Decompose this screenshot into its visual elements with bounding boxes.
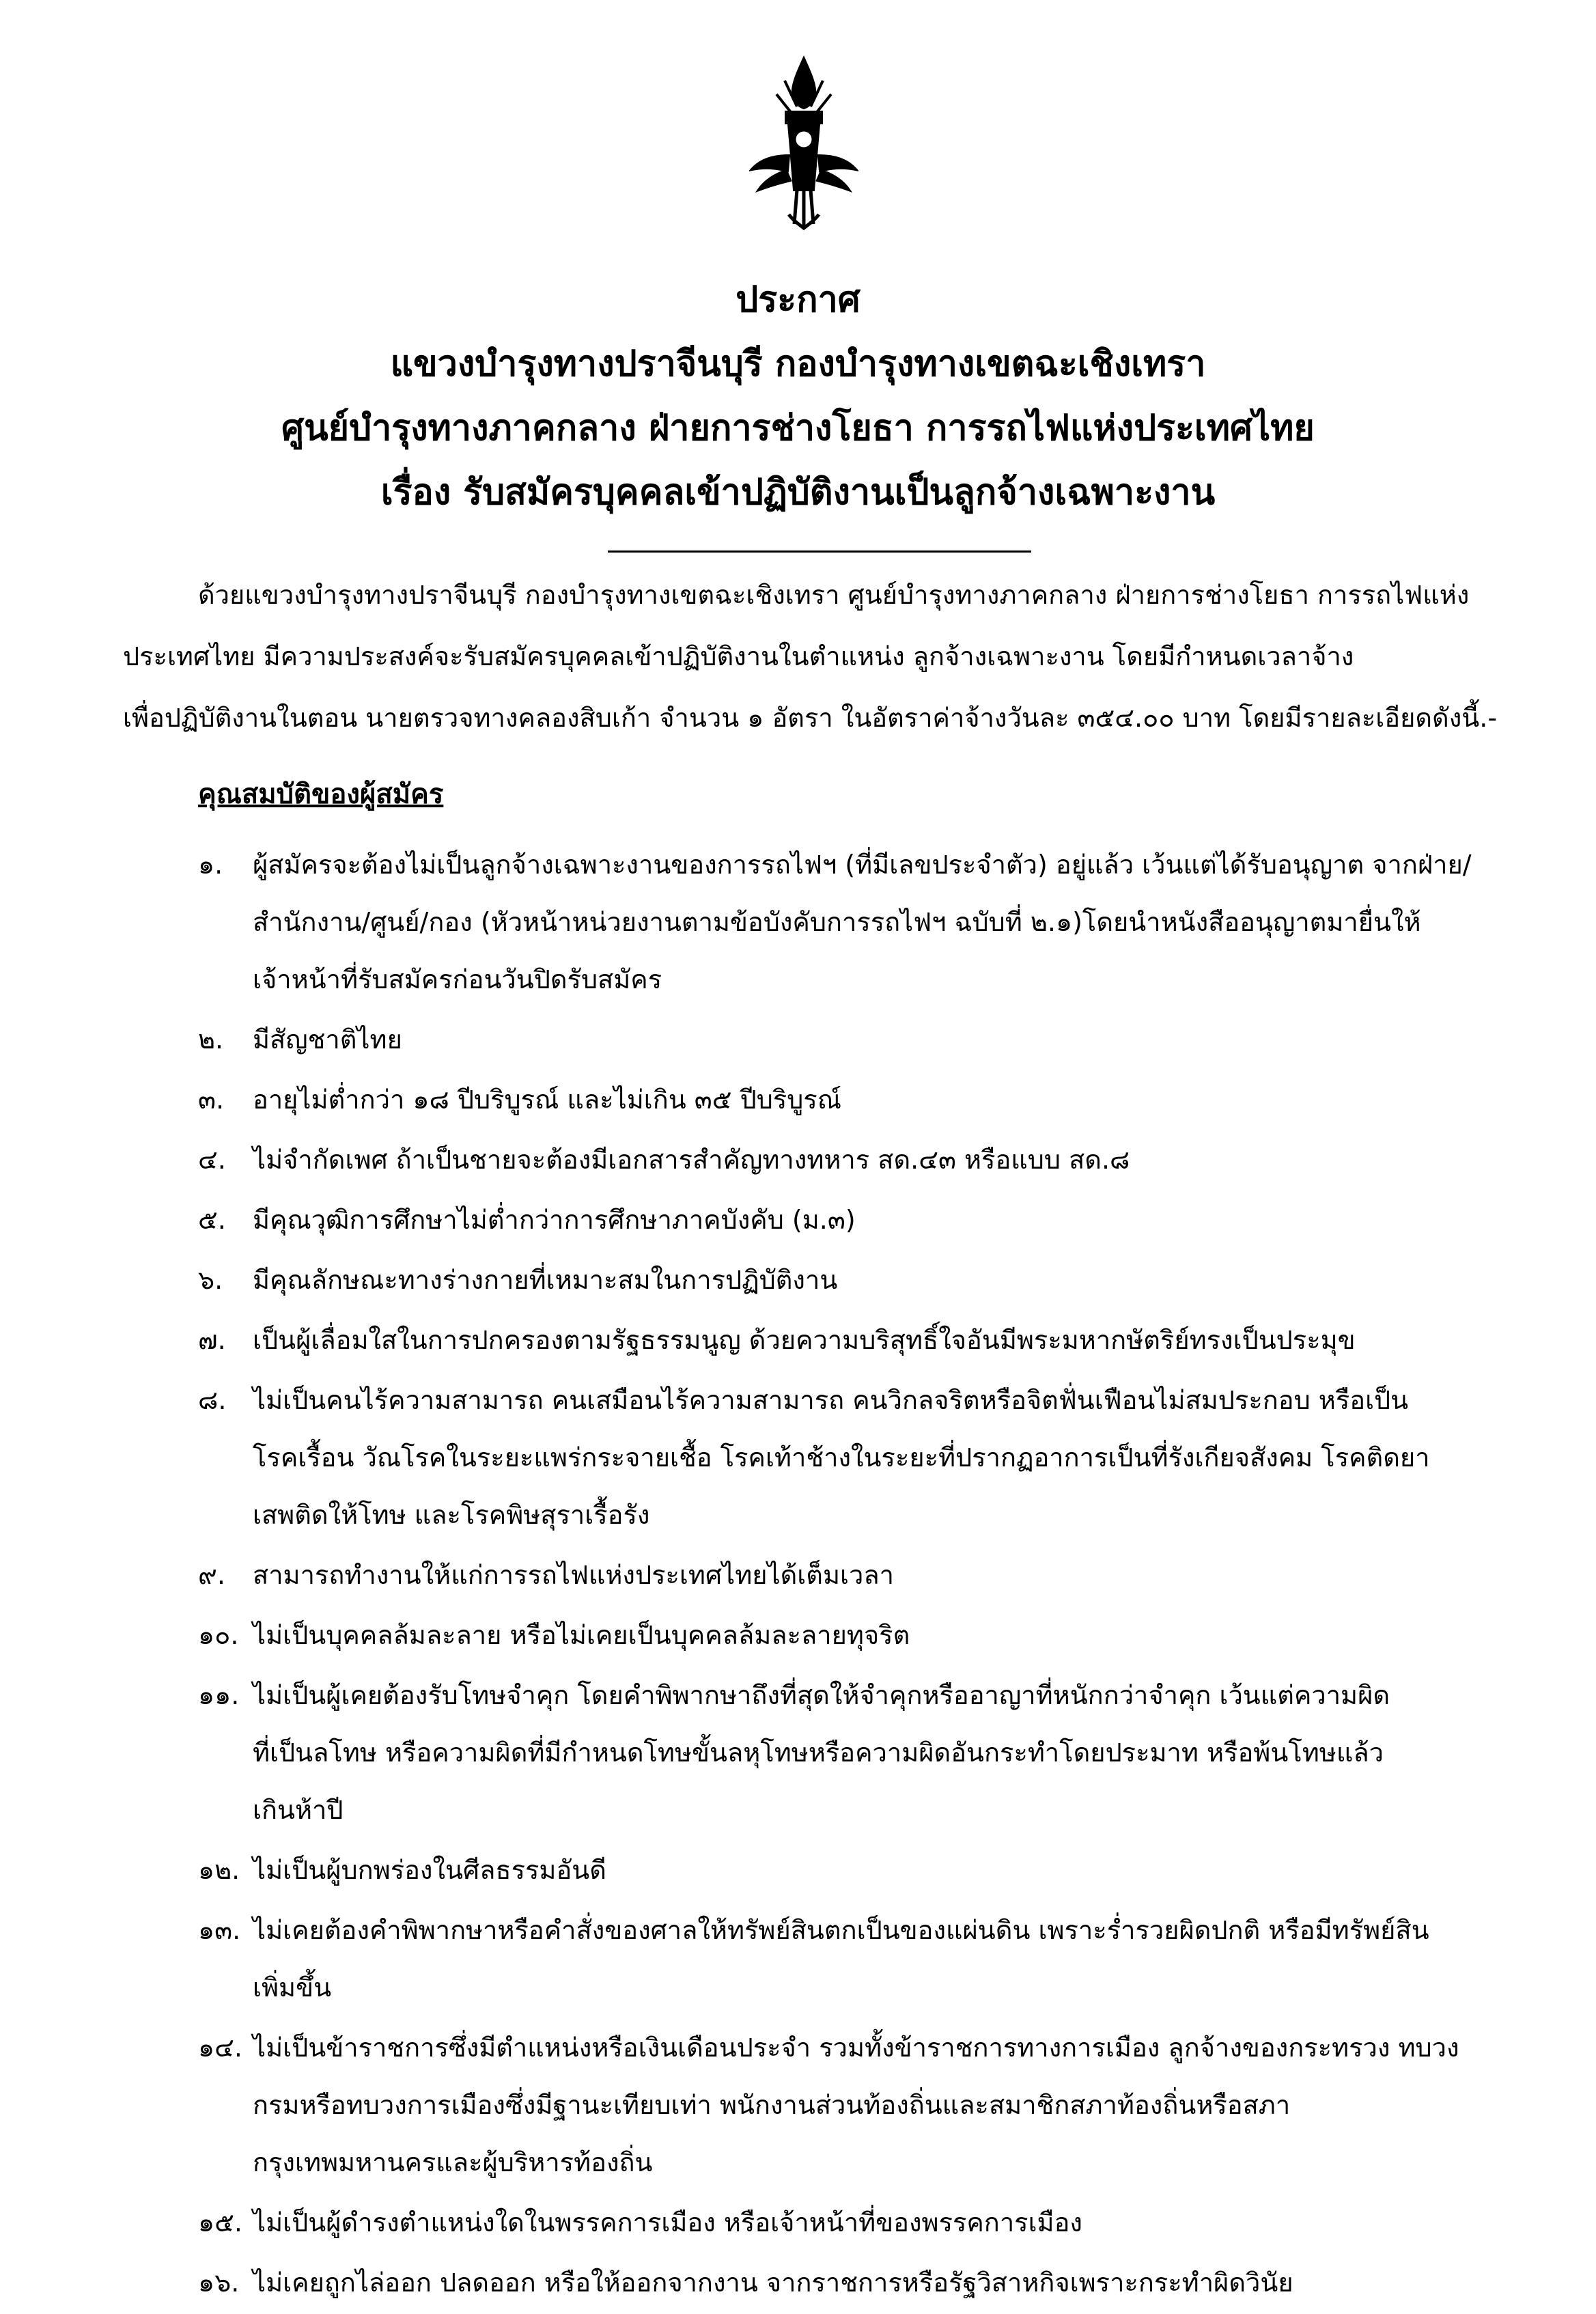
qualification-number: ๑๑.: [198, 1680, 240, 1710]
qualification-number: ๑.: [198, 850, 223, 880]
qualifications-heading: คุณสมบัติของผู้สมัคร: [198, 779, 444, 810]
qualification-item: [198, 1841, 1516, 1899]
qualification-text-line: เจ้าหน้าที่รับสมัครก่อนวันปิดรับสมัคร: [253, 964, 662, 994]
qualification-number: ๒.: [198, 1024, 224, 1055]
qualification-text-line: เป็นผู้เลื่อมใสในการปกครองตามรัฐธรรมนูญ ด้วยความบริสุทธิ์ใจอันมีพระมหากษัตริย์ทรงเป็นประมุข: [253, 1325, 1356, 1355]
qualification-item: [198, 1901, 1516, 2016]
qualification-text-line: ไม่เป็นผู้เคยต้องรับโทษจำคุก โดยคำพิพากษาถึงที่สุดให้จำคุกหรืออาญาที่หนักกว่าจำคุก เว้นแต่ความผิด: [253, 1680, 1390, 1710]
qualification-item: [198, 2254, 1516, 2311]
qualification-number: ๑๕.: [198, 2207, 242, 2238]
qualification-text-line: โรคเรื้อน วัณโรคในระยะแพร่กระจายเชื้อ โรคเท้าช้างในระยะที่ปรากฏอาการเป็นที่รังเกียจสังคม โรคติดยา: [253, 1442, 1430, 1473]
qualification-item: [198, 1371, 1516, 1544]
qualification-item: [198, 2194, 1516, 2251]
qualification-number: ๖.: [198, 1265, 223, 1295]
qualification-item: [198, 1251, 1516, 1309]
qualification-text-line: ผู้สมัครจะต้องไม่เป็นลูกจ้างเฉพาะงานของการรถไฟฯ (ที่มีเลขประจำตัว) อยู่แล้ว เว้นแต่ได้รับอนุญาต จากฝ่าย/: [253, 850, 1472, 880]
qualification-number: ๘.: [198, 1385, 227, 1415]
subject-line: เรื่อง รับสมัครบุคคลเข้าปฏิบัติงานเป็นลูกจ้างเฉพาะงาน: [380, 472, 1216, 513]
qualification-number: ๔.: [198, 1145, 226, 1175]
qualification-item: [198, 2019, 1516, 2191]
qualification-text-line: เกินห้าปี: [253, 1795, 344, 1825]
qualification-number: ๑๓.: [198, 1915, 241, 1945]
railway-emblem-icon: [749, 53, 858, 238]
qualification-number: ๑๒.: [198, 1855, 240, 1885]
qualification-text-line: ไม่เป็นคนไร้ความสามารถ คนเสมือนไร้ความสามารถ คนวิกลจริตหรือจิตฟั่นเฟือนไม่สมประกอบ หรือเป็น: [253, 1385, 1409, 1415]
qualification-number: ๑๔.: [198, 2033, 242, 2063]
qualification-item: [198, 1606, 1516, 1664]
qualification-number: ๓.: [198, 1085, 225, 1115]
qualification-text-line: ไม่เคยถูกไล่ออก ปลดออก หรือให้ออกจากงาน จากราชการหรือรัฐวิสาหกิจเพราะกระทำผิดวินัย: [253, 2268, 1293, 2298]
qualification-text-line: ไม่จำกัดเพศ ถ้าเป็นชายจะต้องมีเอกสารสำคัญทางทหาร สด.๔๓ หรือแบบ สด.๘: [253, 1145, 1130, 1175]
intro-line-3: เพื่อปฏิบัติงานในตอน นายตรวจทางคลองสิบเก้า จำนวน ๑ อัตรา ในอัตราค่าจ้างวันละ ๓๕๔.๐๐ บาท โดยมีรายละเอียดดังนี้.-: [123, 703, 1498, 733]
intro-line-1: ด้วยแขวงบำรุงทางปราจีนบุรี กองบำรุงทางเขตฉะเชิงเทรา ศูนย์บำรุงทางภาคกลาง ฝ่ายการช่างโยธา การรถไฟแห่ง: [198, 580, 1470, 610]
qualification-item: [198, 1011, 1516, 1068]
qualification-number: ๗.: [198, 1325, 226, 1355]
organization-line-1: แขวงบำรุงทางปราจีนบุรี กองบำรุงทางเขตฉะเชิงเทรา: [390, 344, 1206, 385]
intro-line-2: ประเทศไทย มีความประสงค์จะรับสมัครบุคคลเข้าปฏิบัติงานในตำแหน่ง ลูกจ้างเฉพาะงาน โดยมีกำหนดเวลาจ้าง: [123, 641, 1354, 671]
title-block: [0, 268, 1596, 525]
document-title: ประกาศ: [736, 279, 860, 320]
qualification-number: ๕.: [198, 1205, 226, 1235]
qualification-number: ๙.: [198, 1560, 225, 1590]
qualification-number: ๑๖.: [198, 2268, 240, 2298]
qualification-item: [198, 1191, 1516, 1249]
qualification-text-line: อายุไม่ต่ำกว่า ๑๘ ปีบริบูรณ์ และไม่เกิน ๓๕ ปีบริบูรณ์: [253, 1085, 842, 1115]
qualification-text-line: ไม่เป็นบุคคลล้มละลาย หรือไม่เคยเป็นบุคคลล้มละลายทุจริต: [253, 1620, 910, 1650]
qualification-text-line: ไม่เคยต้องคำพิพากษาหรือคำสั่งของศาลให้ทรัพย์สินตกเป็นของแผ่นดิน เพราะร่ำรวยผิดปกติ หรือมีทรัพย์สิน: [253, 1915, 1429, 1945]
qualification-item: [198, 836, 1516, 1008]
qualification-text-line: กรมหรือทบวงการเมืองซึ่งมีฐานะเทียบเท่า พนักงานส่วนท้องถิ่นและสมาชิกสภาท้องถิ่นหรือสภา: [253, 2090, 1291, 2120]
qualification-item: [198, 1071, 1516, 1128]
qualification-item: [198, 1667, 1516, 1839]
title-divider: [608, 550, 1031, 553]
qualification-text-line: มีสัญชาติไทย: [253, 1024, 402, 1055]
qualification-text-line: ไม่เป็นผู้ดำรงตำแหน่งใดในพรรคการเมือง หรือเจ้าหน้าที่ของพรรคการเมือง: [253, 2207, 1082, 2238]
qualifications-list: [198, 836, 1516, 2314]
qualification-item: [198, 1131, 1516, 1188]
qualification-item: [198, 1546, 1516, 1604]
qualification-text-line: สามารถทำงานให้แก่การรถไฟแห่งประเทศไทยได้เต็มเวลา: [253, 1560, 894, 1590]
qualification-text-line: เสพติดให้โทษ และโรคพิษสุราเรื้อรัง: [253, 1500, 650, 1530]
intro-paragraph: [123, 564, 1516, 749]
qualification-number: ๑๐.: [198, 1620, 239, 1650]
qualification-item: [198, 1311, 1516, 1369]
qualification-text-line: ไม่เป็นผู้บกพร่องในศีลธรรมอันดี: [253, 1855, 606, 1885]
organization-line-2: ศูนย์บำรุงทางภาคกลาง ฝ่ายการช่างโยธา การรถไฟแห่งประเทศไทย: [281, 408, 1315, 449]
qualification-text-line: มีคุณลักษณะทางร่างกายที่เหมาะสมในการปฏิบัติงาน: [253, 1265, 838, 1295]
qualification-text-line: กรุงเทพมหานครและผู้บริหารท้องถิ่น: [253, 2147, 653, 2177]
qualification-text-line: ไม่เป็นข้าราชการซึ่งมีตำแหน่งหรือเงินเดือนประจำ รวมทั้งข้าราชการทางการเมือง ลูกจ้างของกระทรวง ทบวง: [253, 2033, 1459, 2063]
qualification-text-line: มีคุณวุฒิการศึกษาไม่ต่ำกว่าการศึกษาภาคบังคับ (ม.๓): [253, 1205, 856, 1235]
qualification-text-line: สำนักงาน/ศูนย์/กอง (หัวหน้าหน่วยงานตามข้อบังคับการรถไฟฯ ฉบับที่ ๒.๑)โดยนำหนังสืออนุญาตมายื่นให้: [253, 907, 1421, 937]
qualification-text-line: ที่เป็นลโทษ หรือความผิดที่มีกำหนดโทษขั้นลหุโทษหรือความผิดอันกระทำโดยประมาท หรือพ้นโทษแล้ว: [253, 1738, 1384, 1768]
qualification-text-line: เพิ่มขึ้น: [253, 1973, 332, 2003]
